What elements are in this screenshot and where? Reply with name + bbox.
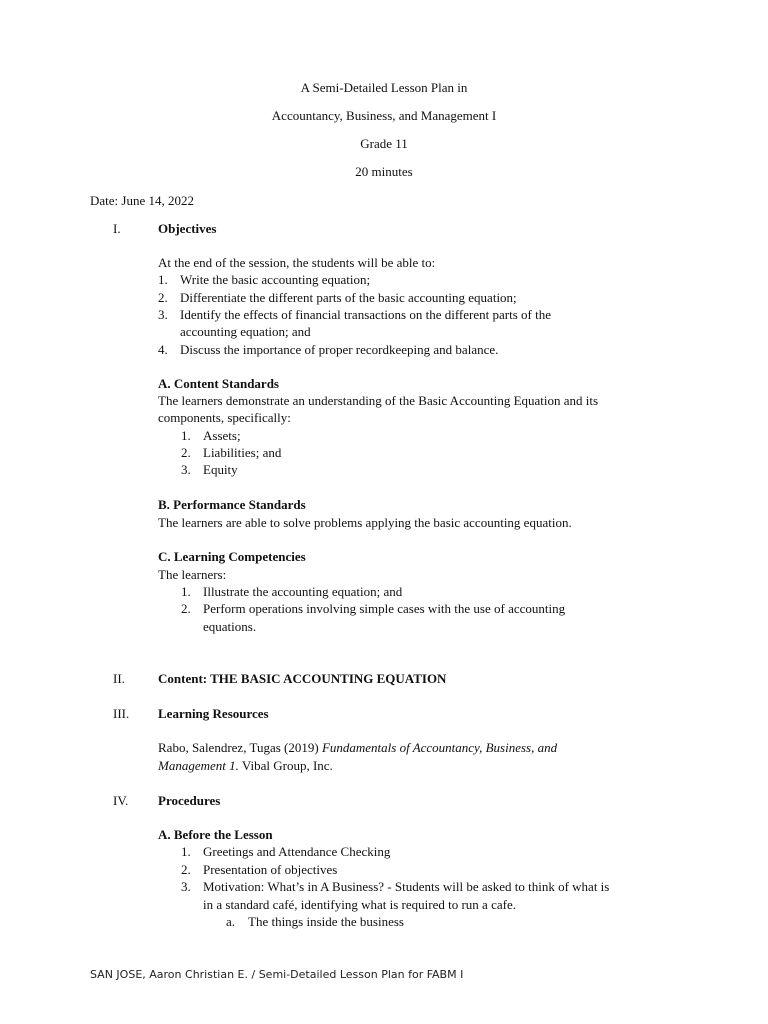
subheading-before-lesson: A. Before the Lesson	[158, 827, 273, 842]
section-heading-resources: Learning Resources	[158, 706, 269, 721]
section-heading-content: Content: THE BASIC ACCOUNTING EQUATION	[158, 671, 447, 686]
list-item: 1. Illustrate the accounting equation; and	[181, 584, 403, 599]
list-item: 2. Differentiate the different parts of the basic accounting equation;	[158, 290, 517, 305]
page-footer: SAN JOSE, Aaron Christian E. / Semi-Detailed Lesson Plan for FABM I	[90, 968, 464, 981]
section-numeral: II.	[113, 671, 125, 686]
section-heading-objectives: Objectives	[158, 221, 217, 236]
doc-date: Date: June 14, 2022	[90, 193, 194, 208]
list-item: 1. Write the basic accounting equation;	[158, 272, 371, 287]
list-item: 1. Assets;	[181, 428, 241, 443]
list-item: 1. Greetings and Attendance Checking	[181, 844, 391, 859]
reference-line: Management 1. Vibal Group, Inc.	[158, 758, 333, 773]
list-item: 3. Identify the effects of financial transactions on the different parts of the	[158, 307, 551, 322]
subheading-content-standards: A. Content Standards	[158, 376, 279, 391]
section-heading-procedures: Procedures	[158, 793, 221, 808]
doc-duration: 20 minutes	[355, 164, 413, 179]
section-numeral: III.	[113, 706, 130, 721]
list-item-continuation: accounting equation; and	[180, 324, 311, 339]
reference-line: Rabo, Salendrez, Tugas (2019) Fundamentals of Accountancy, Business, and	[158, 740, 558, 755]
list-item: 2. Liabilities; and	[181, 445, 282, 460]
list-item: 2. Perform operations involving simple cases with the use of accounting	[181, 601, 566, 616]
list-item: 3. Motivation: What’s in A Business? - Students will be asked to think of what is	[181, 879, 610, 894]
doc-title: A Semi-Detailed Lesson Plan in	[300, 80, 468, 95]
paragraph-line: components, specifically:	[158, 410, 291, 425]
paragraph-line: The learners are able to solve problems applying the basic accounting equation.	[158, 515, 572, 530]
list-item: 3. Equity	[181, 462, 238, 477]
section-numeral: I.	[113, 221, 121, 236]
paragraph-line: The learners:	[158, 567, 227, 582]
list-item-continuation: in a standard café, identifying what is required to run a cafe.	[203, 897, 516, 912]
list-item: 4. Discuss the importance of proper recordkeeping and balance.	[158, 342, 499, 357]
doc-subject: Accountancy, Business, and Management I	[271, 108, 497, 123]
list-item-continuation: equations.	[203, 619, 257, 634]
section-numeral: IV.	[113, 793, 129, 808]
doc-grade: Grade 11	[360, 136, 408, 151]
paragraph-line: The learners demonstrate an understanding of the Basic Accounting Equation and its	[158, 393, 599, 408]
objectives-intro: At the end of the session, the students will be able to:	[158, 255, 436, 270]
subheading-learning-competencies: C. Learning Competencies	[158, 549, 306, 564]
subheading-performance-standards: B. Performance Standards	[158, 497, 306, 512]
sub-list-item: a. The things inside the business	[226, 914, 404, 929]
list-item: 2. Presentation of objectives	[181, 862, 338, 877]
